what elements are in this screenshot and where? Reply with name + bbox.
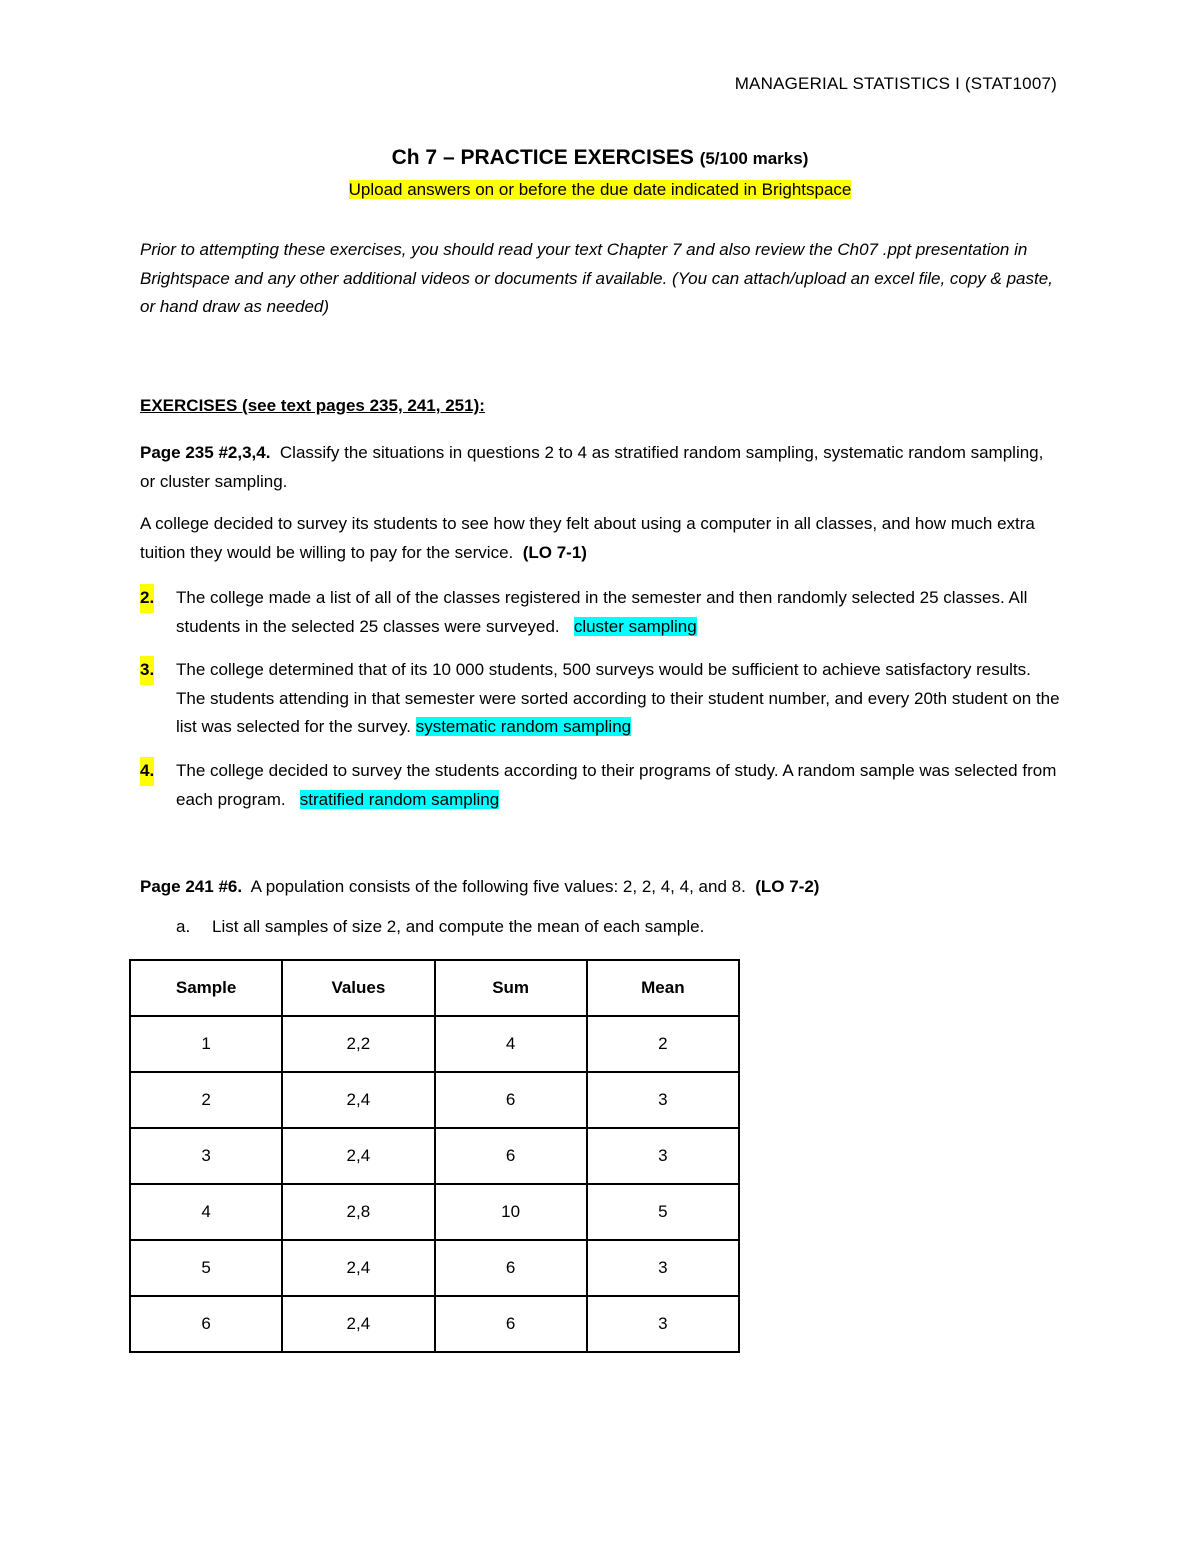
cell-sum: 6	[435, 1296, 587, 1352]
cell-sum: 10	[435, 1184, 587, 1240]
table-row	[130, 1184, 739, 1240]
header-sum: Sum	[435, 960, 587, 1016]
part-a-letter: a.	[176, 917, 191, 936]
exercises-heading: EXERCISES (see text pages 235, 241, 251):	[140, 396, 485, 415]
cell-sample: 1	[130, 1016, 282, 1072]
page235-label: Page 235 #2,3,4.	[140, 443, 271, 462]
answer-highlight: systematic random sampling	[415, 717, 632, 736]
page241-lo: (LO 7-2)	[755, 877, 820, 896]
page235-text: Classify the situations in questions 2 to 4 as stratified random sampling, systematic random sampling, or cluster sampling.	[140, 443, 1044, 491]
upload-notice-text: Upload answers on or before the due date indicated in Brightspace	[348, 180, 852, 199]
upload-notice	[0, 180, 1200, 200]
samples-table	[129, 959, 740, 1353]
title-marks: (5/100 marks)	[699, 149, 809, 168]
cell-sample: 5	[130, 1240, 282, 1296]
cell-sum: 6	[435, 1072, 587, 1128]
course-header: MANAGERIAL STATISTICS I (STAT1007)	[734, 74, 1057, 93]
question-number: 2.	[140, 584, 154, 613]
page241-instructions	[140, 873, 1060, 902]
cell-sum: 6	[435, 1128, 587, 1184]
cell-values: 2,4	[282, 1072, 434, 1128]
question-4	[140, 757, 1060, 814]
page-title	[0, 146, 1200, 170]
page241-label: Page 241 #6.	[140, 877, 243, 896]
cell-mean: 3	[587, 1240, 739, 1296]
cell-values: 2,4	[282, 1296, 434, 1352]
page241-text: A population consists of the following five values: 2, 2, 4, 4, and 8.	[250, 877, 746, 896]
question-2	[140, 584, 1060, 641]
cell-values: 2,4	[282, 1128, 434, 1184]
cell-sum: 6	[435, 1240, 587, 1296]
intro-paragraph: Prior to attempting these exercises, you should read your text Chapter 7 and also review the Ch07 .ppt presentation in Brightspace and any other additional videos or documents if available. (You can attach/upload an excel file, copy & paste, or hand draw as needed)	[140, 240, 1053, 316]
table-row	[130, 1296, 739, 1352]
question-text: The college decided to survey the students according to their programs of study. A random sample was selected from each program.	[176, 761, 1057, 809]
cell-sample: 3	[130, 1128, 282, 1184]
question-number: 4.	[140, 757, 154, 786]
page235-instructions	[140, 439, 1060, 496]
cell-mean: 3	[587, 1072, 739, 1128]
cell-sample: 2	[130, 1072, 282, 1128]
question-3	[140, 656, 1060, 742]
cell-values: 2,2	[282, 1016, 434, 1072]
cell-mean: 2	[587, 1016, 739, 1072]
cell-sum: 4	[435, 1016, 587, 1072]
question-number: 3.	[140, 656, 154, 685]
table-row	[130, 1128, 739, 1184]
table-row	[130, 1072, 739, 1128]
table-row	[130, 1240, 739, 1296]
scenario-text: A college decided to survey its students to see how they felt about using a computer in all classes, and how much extra tuition they would be willing to pay for the service.	[140, 514, 1035, 562]
cell-sample: 4	[130, 1184, 282, 1240]
answer-highlight: stratified random sampling	[299, 789, 500, 809]
scenario-lo: (LO 7-1)	[522, 542, 587, 562]
cell-mean: 3	[587, 1128, 739, 1184]
header-values: Values	[282, 960, 434, 1016]
cell-sample: 6	[130, 1296, 282, 1352]
question-text: The college made a list of all of the classes registered in the semester and then randomly selected 25 classes. All students in the selected 25 classes were surveyed.	[176, 588, 1028, 636]
table-row	[130, 1016, 739, 1072]
cell-mean: 5	[587, 1184, 739, 1240]
question-text: The college determined that of its 10 000 students, 500 surveys would be sufficient to achieve satisfactory results. The students attending in that semester were sorted according to their student number, and every 20th student on the list was selected for the survey.	[176, 660, 1060, 736]
table-header-row	[130, 960, 739, 1016]
cell-values: 2,8	[282, 1184, 434, 1240]
page241-part-a	[176, 917, 704, 937]
scenario-paragraph	[140, 510, 1060, 567]
header-sample: Sample	[130, 960, 282, 1016]
cell-values: 2,4	[282, 1240, 434, 1296]
header-mean: Mean	[587, 960, 739, 1016]
answer-highlight: cluster sampling	[573, 616, 697, 636]
part-a-text: List all samples of size 2, and compute the mean of each sample.	[212, 917, 705, 936]
cell-mean: 3	[587, 1296, 739, 1352]
title-main: Ch 7 – PRACTICE EXERCISES	[391, 146, 694, 169]
